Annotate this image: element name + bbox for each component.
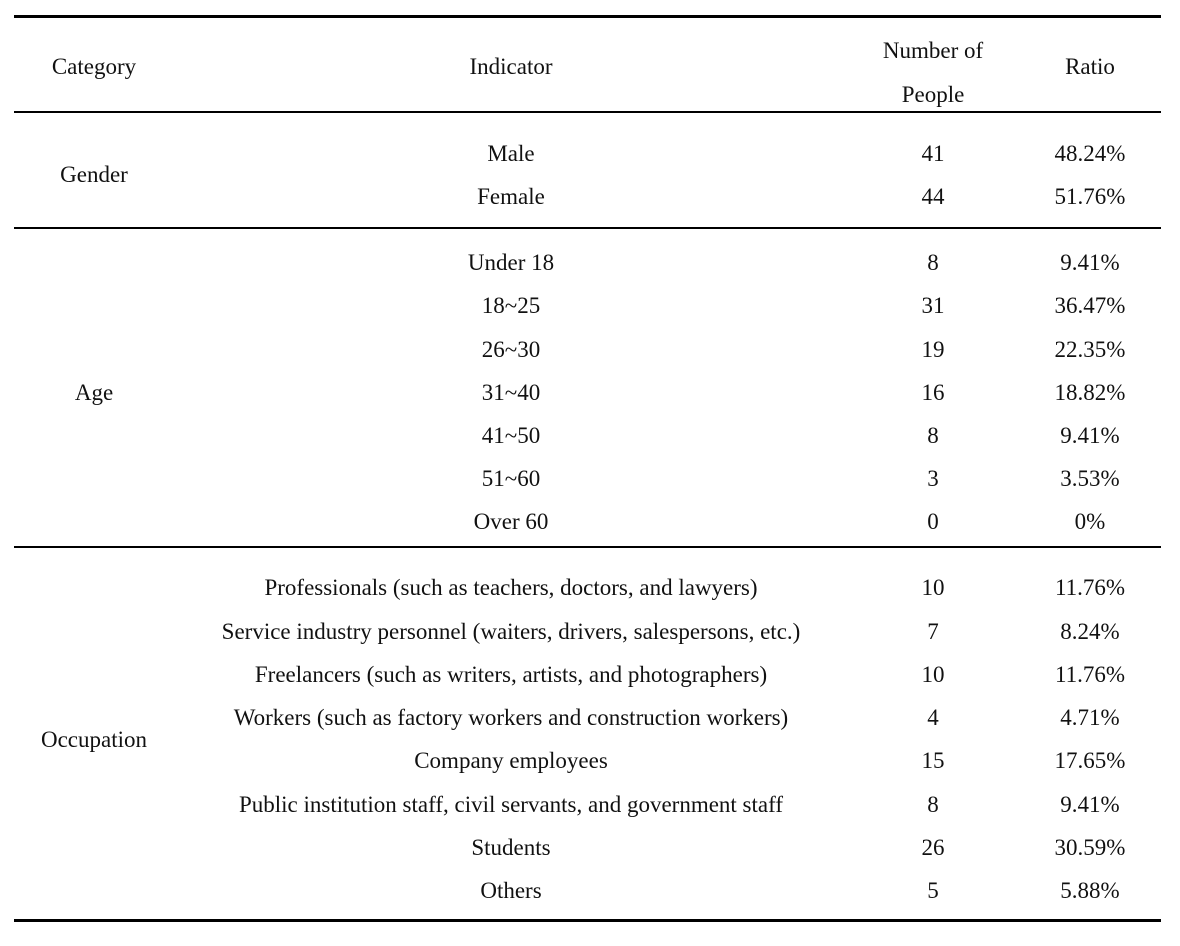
- table-bottom-rule: [14, 919, 1161, 922]
- ratio-cell: 11.76%: [1054, 662, 1126, 687]
- indicator-cell: 18~25: [481, 293, 541, 318]
- ratio-cell: 8.24%: [1060, 619, 1120, 644]
- indicator-cell: 51~60: [481, 466, 541, 491]
- number-cell: 44: [921, 184, 945, 209]
- number-cell: 31: [921, 293, 945, 318]
- ratio-cell: 36.47%: [1054, 293, 1126, 318]
- ratio-cell: 18.82%: [1054, 380, 1126, 405]
- number-cell: 4: [927, 705, 939, 730]
- indicator-cell: Company employees: [414, 748, 608, 773]
- ratio-cell: 22.35%: [1054, 337, 1126, 362]
- number-cell: 3: [927, 466, 939, 491]
- ratio-cell: 30.59%: [1054, 835, 1126, 860]
- indicator-cell: Over 60: [473, 509, 549, 534]
- number-cell: 10: [921, 662, 945, 687]
- indicator-cell: Male: [487, 141, 535, 166]
- indicator-cell: 41~50: [481, 423, 541, 448]
- indicator-cell: Others: [480, 878, 542, 903]
- number-cell: 16: [921, 380, 945, 405]
- number-cell: 8: [927, 792, 939, 817]
- ratio-cell: 9.41%: [1060, 250, 1120, 275]
- ratio-cell: 17.65%: [1054, 748, 1126, 773]
- ratio-cell: 0%: [1074, 509, 1106, 534]
- header-number-line1: Number of: [882, 38, 984, 63]
- header-number-line2: People: [901, 82, 965, 107]
- header-ratio: Ratio: [1065, 54, 1115, 79]
- indicator-cell: Freelancers (such as writers, artists, and photographers): [254, 662, 768, 687]
- indicator-cell: Students: [471, 835, 551, 860]
- number-cell: 8: [927, 423, 939, 448]
- number-cell: 19: [921, 337, 945, 362]
- number-cell: 0: [927, 509, 939, 534]
- ratio-cell: 3.53%: [1060, 466, 1120, 491]
- table-top-rule: [14, 15, 1161, 18]
- indicator-cell: 31~40: [481, 380, 541, 405]
- ratio-cell: 9.41%: [1060, 423, 1120, 448]
- ratio-cell: 5.88%: [1060, 878, 1120, 903]
- indicator-cell: Workers (such as factory workers and construction workers): [233, 705, 789, 730]
- number-cell: 7: [927, 619, 939, 644]
- number-cell: 10: [921, 575, 945, 600]
- category-age: Age: [74, 380, 114, 405]
- age-group-bottom-rule: [14, 546, 1161, 548]
- number-cell: 8: [927, 250, 939, 275]
- indicator-cell: 26~30: [481, 337, 541, 362]
- category-gender: Gender: [60, 162, 128, 187]
- number-cell: 15: [921, 748, 945, 773]
- category-occupation: Occupation: [40, 727, 147, 752]
- indicator-cell: Service industry personnel (waiters, drivers, salespersons, etc.): [221, 619, 801, 644]
- ratio-cell: 48.24%: [1054, 141, 1126, 166]
- number-cell: 26: [921, 835, 945, 860]
- ratio-cell: 9.41%: [1060, 792, 1120, 817]
- gender-group-bottom-rule: [14, 227, 1161, 229]
- ratio-cell: 11.76%: [1054, 575, 1126, 600]
- indicator-cell: Under 18: [467, 250, 555, 275]
- indicator-cell: Professionals (such as teachers, doctors, and lawyers): [264, 575, 758, 600]
- indicator-cell: Public institution staff, civil servants, and government staff: [238, 792, 784, 817]
- number-cell: 5: [927, 878, 939, 903]
- ratio-cell: 51.76%: [1054, 184, 1126, 209]
- header-indicator: Indicator: [469, 54, 553, 79]
- indicator-cell: Female: [477, 184, 545, 209]
- number-cell: 41: [921, 141, 945, 166]
- ratio-cell: 4.71%: [1060, 705, 1120, 730]
- header-number-of-people: [858, 29, 1008, 117]
- header-category: Category: [51, 54, 137, 79]
